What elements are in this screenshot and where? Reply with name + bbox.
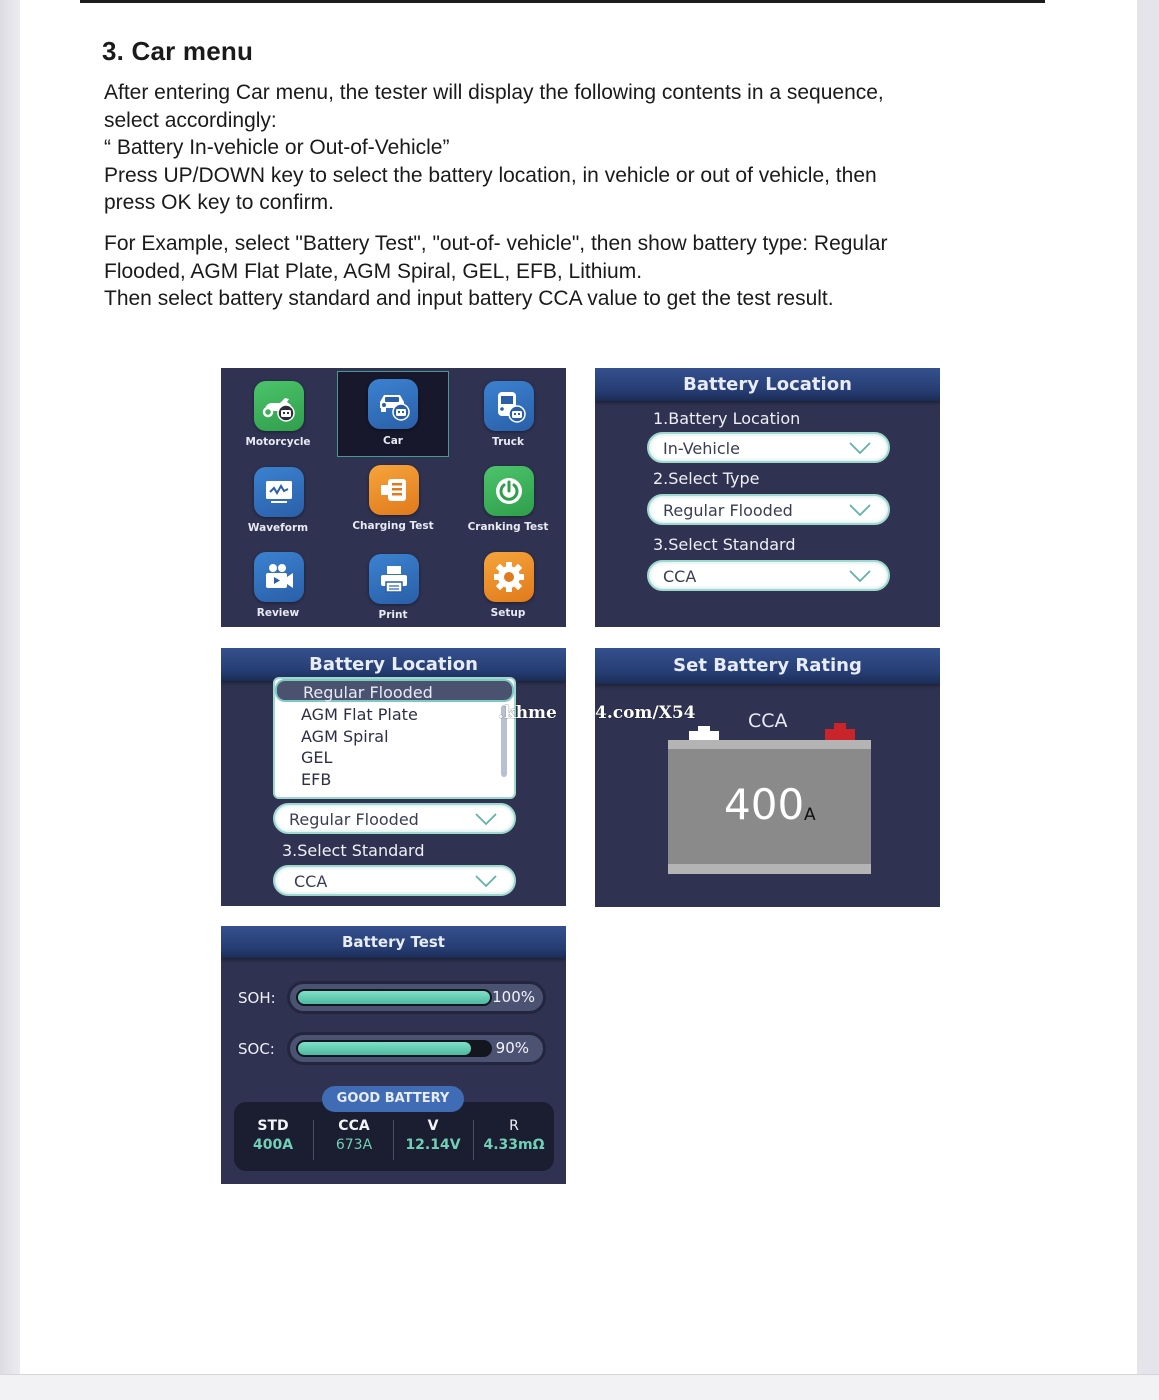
battery-type-dropdown[interactable] — [647, 494, 890, 525]
screen-title: Battery Test — [221, 926, 566, 958]
metric-resistance — [476, 1118, 552, 1153]
watermark-fragment: .khme — [498, 703, 557, 723]
text-line: “ Battery In-vehicle or Out-of-Vehicle” — [104, 136, 450, 159]
chevron-down-icon — [848, 503, 872, 517]
battery-type-dropdown[interactable] — [273, 803, 516, 834]
list-option[interactable]: AGM Spiral — [301, 727, 389, 746]
top-rule — [80, 0, 1045, 3]
select-standard-label: 3.Select Standard — [282, 841, 425, 860]
standard-label: CCA — [748, 710, 788, 732]
menu-item-print[interactable] — [337, 545, 449, 627]
menu-item-label: Charging Test — [352, 520, 434, 532]
dropdown-value: In-Vehicle — [663, 439, 740, 458]
menu-item-label: Car — [383, 435, 403, 447]
soc-bar-fill — [298, 1042, 471, 1055]
menu-item-label: Cranking Test — [467, 521, 549, 533]
soh-value: 100% — [492, 988, 535, 1006]
text-line: Flooded, AGM Flat Plate, AGM Spiral, GEL, EFB, Lithium. — [104, 259, 643, 283]
dropdown-value: CCA — [294, 872, 328, 891]
soc-bar-track — [296, 1040, 492, 1057]
waveform-monitor-icon — [254, 467, 304, 517]
list-option[interactable]: GEL — [301, 748, 333, 767]
battery-location-dropdown[interactable] — [647, 432, 890, 463]
text-line: After entering Car menu, the tester will display the following contents in a sequence, — [104, 81, 884, 104]
metric-std — [235, 1118, 311, 1153]
list-option[interactable]: AGM Flat Plate — [301, 705, 418, 724]
menu-item-label: Setup — [490, 607, 526, 619]
metric-value: 4.33mΩ — [483, 1137, 545, 1153]
soc-bar — [287, 1032, 546, 1065]
standard-dropdown[interactable] — [273, 865, 516, 896]
example-paragraph — [104, 230, 984, 313]
metric-name: STD — [257, 1118, 289, 1134]
dropdown-value: Regular Flooded — [663, 501, 793, 520]
viewer-left-margin — [0, 0, 20, 1374]
printer-icon — [369, 554, 419, 604]
metric-value: 12.14V — [405, 1137, 461, 1153]
section-title: 3. Car menu — [102, 36, 254, 66]
truck-battery-icon — [484, 381, 534, 431]
soh-bar — [287, 981, 546, 1014]
metric-name: CCA — [338, 1118, 370, 1134]
text-line: Press UP/DOWN key to select the battery location, in vehicle or out of vehicle, then — [104, 163, 877, 187]
text-line: press OK key to confirm. — [104, 191, 334, 214]
select-type-label: 2.Select Type — [653, 469, 760, 488]
chevron-down-icon — [848, 569, 872, 583]
menu-item-label: Review — [256, 607, 300, 619]
chevron-down-icon — [474, 812, 498, 826]
menu-item-label: Print — [378, 609, 408, 621]
select-standard-label: 3.Select Standard — [653, 535, 796, 554]
metric-name: R — [509, 1118, 519, 1134]
screen-title: Battery Location — [221, 648, 566, 681]
menu-item-label: Motorcycle — [245, 436, 311, 448]
metric-value: 400A — [252, 1137, 294, 1153]
menu-item-waveform[interactable] — [222, 458, 334, 544]
metric-cca — [316, 1118, 392, 1153]
menu-item-setup[interactable] — [452, 543, 564, 627]
menu-item-label: Truck — [492, 436, 524, 448]
metric-value: 673A — [335, 1137, 373, 1153]
list-option[interactable]: EFB — [301, 770, 332, 789]
menu-item-cranking-test[interactable] — [452, 457, 564, 543]
text-line: Then select battery standard and input battery CCA value to get the test result. — [104, 287, 834, 310]
viewer-bottom-bar — [0, 1374, 1159, 1400]
battery-lid — [668, 740, 871, 749]
text-line: For Example, select "Battery Test", "out-of- vehicle", then show battery type: Regular — [104, 232, 888, 255]
soc-value: 90% — [495, 1039, 529, 1057]
battery-location-label: 1.Battery Location — [653, 409, 801, 428]
viewer-right-margin — [1137, 0, 1159, 1374]
battery-type-list-screen — [221, 648, 566, 906]
menu-item-label: Waveform — [247, 522, 309, 534]
standard-dropdown[interactable] — [647, 560, 890, 591]
set-battery-rating-screen — [595, 648, 940, 907]
dropdown-value: CCA — [663, 567, 697, 586]
status-badge: GOOD BATTERY — [322, 1086, 464, 1112]
dropdown-value: Regular Flooded — [289, 810, 419, 829]
battery-location-screen — [595, 368, 940, 627]
car-battery-icon — [368, 379, 418, 429]
battery-type-list — [273, 677, 516, 799]
menu-item-truck[interactable] — [452, 372, 564, 458]
battery-base — [668, 864, 871, 874]
metric-name: V — [427, 1118, 439, 1134]
menu-item-review[interactable] — [222, 543, 334, 627]
negative-terminal-icon — [689, 726, 719, 741]
battery-test-screen — [221, 926, 566, 1184]
watermark-fragment: 4.com/X54 — [595, 703, 696, 723]
positive-terminal-icon — [825, 723, 855, 741]
rating-value-input[interactable]: 400 — [724, 780, 805, 829]
menu-item-car[interactable] — [337, 371, 449, 457]
power-icon — [484, 466, 534, 516]
list-option-selected[interactable]: Regular Flooded — [275, 679, 514, 702]
divider — [473, 1120, 474, 1160]
text-line: select accordingly: — [104, 108, 277, 132]
alternator-icon — [369, 465, 419, 515]
soh-bar-fill — [298, 991, 490, 1004]
metric-voltage — [395, 1118, 471, 1153]
menu-item-charging-test[interactable] — [337, 456, 449, 542]
divider — [313, 1120, 314, 1160]
chevron-down-icon — [474, 874, 498, 888]
soh-bar-track — [296, 989, 492, 1006]
motorcycle-battery-icon — [254, 381, 304, 431]
document-page — [20, 0, 1137, 1374]
chevron-down-icon — [848, 441, 872, 455]
divider — [393, 1120, 394, 1160]
main-menu-screen — [221, 368, 566, 627]
soh-label: SOH: — [238, 989, 276, 1007]
intro-paragraph — [104, 79, 984, 217]
menu-item-motorcycle[interactable] — [222, 372, 334, 458]
gear-icon — [484, 552, 534, 602]
screen-title: Battery Location — [595, 368, 940, 401]
soc-label: SOC: — [238, 1040, 275, 1058]
screen-title: Set Battery Rating — [595, 648, 940, 684]
video-camera-icon — [254, 552, 304, 602]
rating-unit: A — [804, 805, 816, 825]
